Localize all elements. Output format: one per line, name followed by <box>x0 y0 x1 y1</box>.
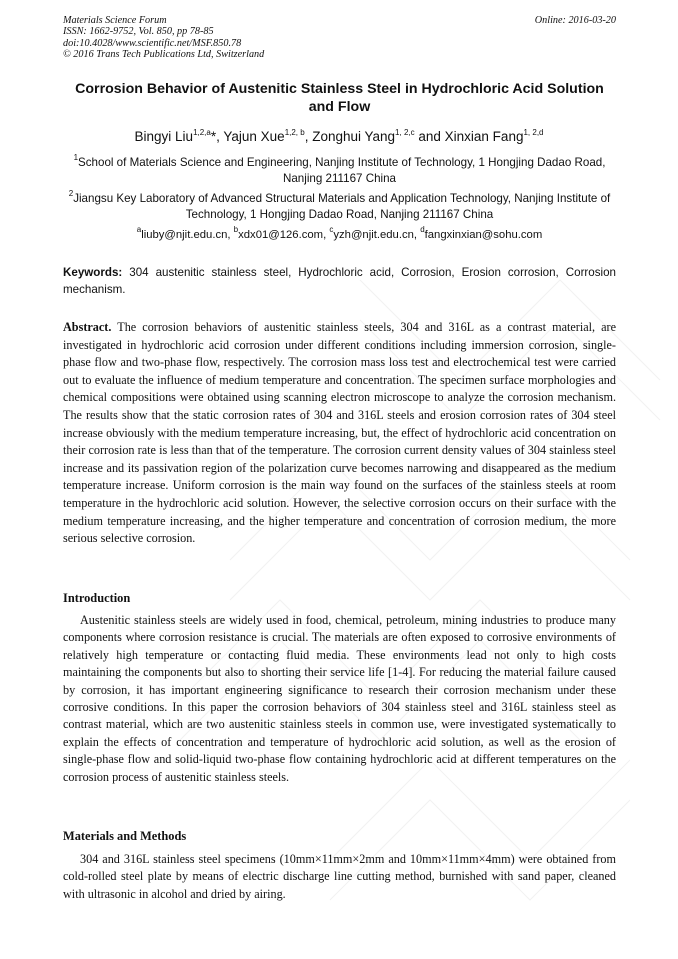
author-list <box>40 128 638 146</box>
author-affiliation-mark: 1,2,a <box>193 128 211 137</box>
keywords-text: 304 austenitic stainless steel, Hydrochloric acid, Corrosion, Erosion corrosion, Corrosion mechanism. <box>63 266 617 296</box>
keywords-label: Keywords: <box>63 266 123 279</box>
author-name: Bingyi Liu <box>134 129 194 144</box>
author-separator: *, <box>210 129 224 144</box>
author-name: Yajun Xue <box>223 129 285 144</box>
email-address[interactable]: yzh@njit.edu.cn <box>333 229 414 241</box>
email-address[interactable]: liuby@njit.edu.cn <box>141 229 228 241</box>
author-affiliation-mark: 1, 2,c <box>395 128 415 137</box>
affiliation-2 <box>63 191 616 222</box>
email-list <box>63 225 616 243</box>
abstract-text: The corrosion behaviors of austenitic stainless steels, 304 and 316L as a contrast material, are investigated in hydrochloric acid corrosion under different conditions including immersion corrosion, single-phase flow and two-phase flow, respectively. The corrosion mass loss test and electrochemical test were carried out to evaluate the influence of medium temperature and concentration. The specimen surface morphologies and chemical compositions were obtained using scanning electron microscope to analyze the corrosion mechanism. The results show that the static corrosion rates of 304 and 316L steels and erosion corrosion rates of 304 steel increase obviously with the medium temperature increasing, but, the effect of hydrochloric acid concentration on their corrosion rate is less than that of the temperature. The corrosion current density values of 304 stainless steel increase and its passivation region of the polarization curve becomes narrowing and disappeared as the medium temperature increase. Uniform corrosion is the main way found on the surfaces of the stainless steels at room temperature in the hydrochloric acid solution. However, the selective corrosion occurs on their surface with the medium temperature increasing, and the higher temperature and concentration of corrosion medium, the more serious selective corrosion. <box>63 320 617 546</box>
journal-header <box>63 15 616 61</box>
journal-issn: ISSN: 1662-9752, Vol. 850, pp 78-85 <box>63 26 214 38</box>
email-address[interactable]: xdx01@126.com <box>238 229 324 241</box>
journal-doi: doi:10.4028/www.scientific.net/MSF.850.78 <box>63 37 242 49</box>
journal-name: Materials Science Forum <box>63 15 167 26</box>
email-address[interactable]: fangxinxian@sohu.com <box>424 229 543 241</box>
author-affiliation-mark: 1, 2,d <box>523 128 544 137</box>
online-date: Online: 2016-03-20 <box>534 15 616 26</box>
email-separator: , <box>227 229 234 241</box>
affiliation-1 <box>63 155 616 186</box>
author-name: Xinxian Fang <box>444 129 524 144</box>
affiliation-text: Jiangsu Key Laboratory of Advanced Structural Materials and Application Technology, Nanjing Institute of Technology, 1 Hongjing Dadao Road, Nanjing 211167 China <box>73 192 611 221</box>
email-separator: , <box>413 229 421 241</box>
abstract <box>63 319 616 548</box>
email-mark: b <box>233 225 239 234</box>
keywords <box>63 264 616 298</box>
introduction-heading: Introduction <box>63 591 131 605</box>
email-mark: c <box>329 225 334 234</box>
affiliation-number: 1 <box>73 153 79 162</box>
email-mark: a <box>136 225 142 234</box>
methods-paragraph: 304 and 316L stainless steel specimens (10mm×11mm×2mm and 10mm×11mm×4mm) were obtained from cold-rolled steel plate by means of electric discharge line cutting method, burnished with sand paper, cleaned with ultrasonic in alcohol and dried by airing. <box>63 852 616 901</box>
abstract-label: Abstract. <box>63 320 112 334</box>
author-separator: , <box>304 129 313 144</box>
affiliation-text: School of Materials Science and Engineering, Nanjing Institute of Technology, 1 Hongjing Dadao Road, Nanjing 211167 China <box>78 156 606 185</box>
journal-info <box>63 15 616 61</box>
affiliation-number: 2 <box>68 189 74 198</box>
author-separator: and <box>414 129 445 144</box>
introduction-paragraph: Austenitic stainless steels are widely used in food, chemical, petroleum, mining industries to produce many components where corrosion resistance is crucial. The materials are often exposed to corrosive environments of relatively high temperature or contacting fluid media. These environments lead not only to high costs maintaining the components but also to shorting their service life [1-4]. For reducing the material failure caused by corrosion, it has important engineering significance to research their corrosion mechanism under these corrosive conditions. In this paper the corrosion behaviors of 304 stainless steel and 316L stainless steel as contrast material, which are two austenitic stainless steels in common use, were investigated systematically to explain the effects of concentration and temperature of hydrochloric acid solution, as well as the erosion of single-phase flow and solid-liquid two-phase flow containing hydrochloric acid at different temperatures on the corrosion process of austenitic stainless steels. <box>63 613 616 784</box>
methods-heading: Materials and Methods <box>63 829 187 843</box>
journal-copyright: © 2016 Trans Tech Publications Ltd, Switzerland <box>63 49 265 61</box>
author-affiliation-mark: 1,2, b <box>284 128 305 137</box>
email-mark: d <box>420 225 425 234</box>
paper-title: Corrosion Behavior of Austenitic Stainless Steel in Hydrochloric Acid Solution and Flow <box>75 81 604 115</box>
email-separator: , <box>323 229 330 241</box>
author-name: Zonghui Yang <box>312 129 396 144</box>
